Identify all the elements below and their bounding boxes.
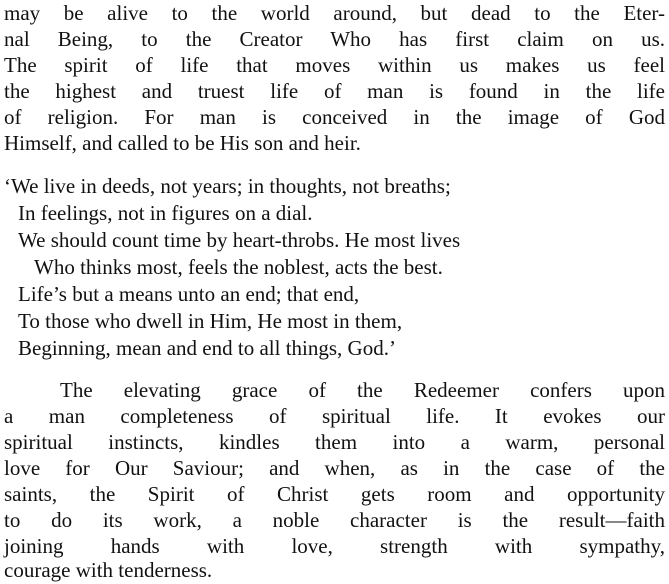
paragraph-2-line-5: saints, the Spirit of Christ gets room and opportunity	[4, 482, 665, 506]
paragraph-1-line-4: the highest and truest life of man is found in the life	[4, 79, 665, 103]
paragraph-2-line-4: love for Our Saviour; and when, as in the case of the	[4, 456, 665, 480]
paragraph-1-line-6: Himself, and called to be His son and heir.	[4, 131, 361, 155]
poem-line-2: In feelings, not in figures on a dial.	[18, 201, 313, 225]
paragraph-2-line-3: spiritual instincts, kindles them into a warm, personal	[4, 430, 665, 454]
paragraph-1-line-3: The spirit of life that moves within us makes us feel	[4, 53, 665, 77]
paragraph-1-line-5: of religion. For man is conceived in the image of God	[4, 105, 665, 129]
poem-line-5: Life’s but a means unto an end; that end,	[18, 282, 360, 306]
poem-line-4: Who thinks most, feels the noblest, acts the best.	[34, 255, 443, 279]
paragraph-2-line-6: to do its work, a noble character is the result—faith	[4, 508, 665, 532]
paragraph-1-line-2: nal Being, to the Creator Who has first claim on us.	[4, 27, 665, 51]
paragraph-1-line-1: may be alive to the world around, but dead to the Eter-	[4, 1, 665, 25]
paragraph-2-line-1: The elevating grace of the Redeemer confers upon	[60, 378, 665, 402]
paragraph-2-line-7: joining hands with love, strength with sympathy,	[4, 534, 665, 558]
paragraph-2-line-8: courage with tenderness.	[4, 558, 213, 582]
poem-line-7: Beginning, mean and end to all things, God.’	[18, 336, 396, 360]
poem-line-3: We should count time by heart-throbs. He most lives	[18, 228, 461, 252]
poem-line-1: ‘We live in deeds, not years; in thoughts, not breaths;	[4, 174, 451, 198]
poem-line-6: To those who dwell in Him, He most in them,	[18, 309, 403, 333]
paragraph-2-line-2: a man completeness of spiritual life. It evokes our	[4, 404, 665, 428]
